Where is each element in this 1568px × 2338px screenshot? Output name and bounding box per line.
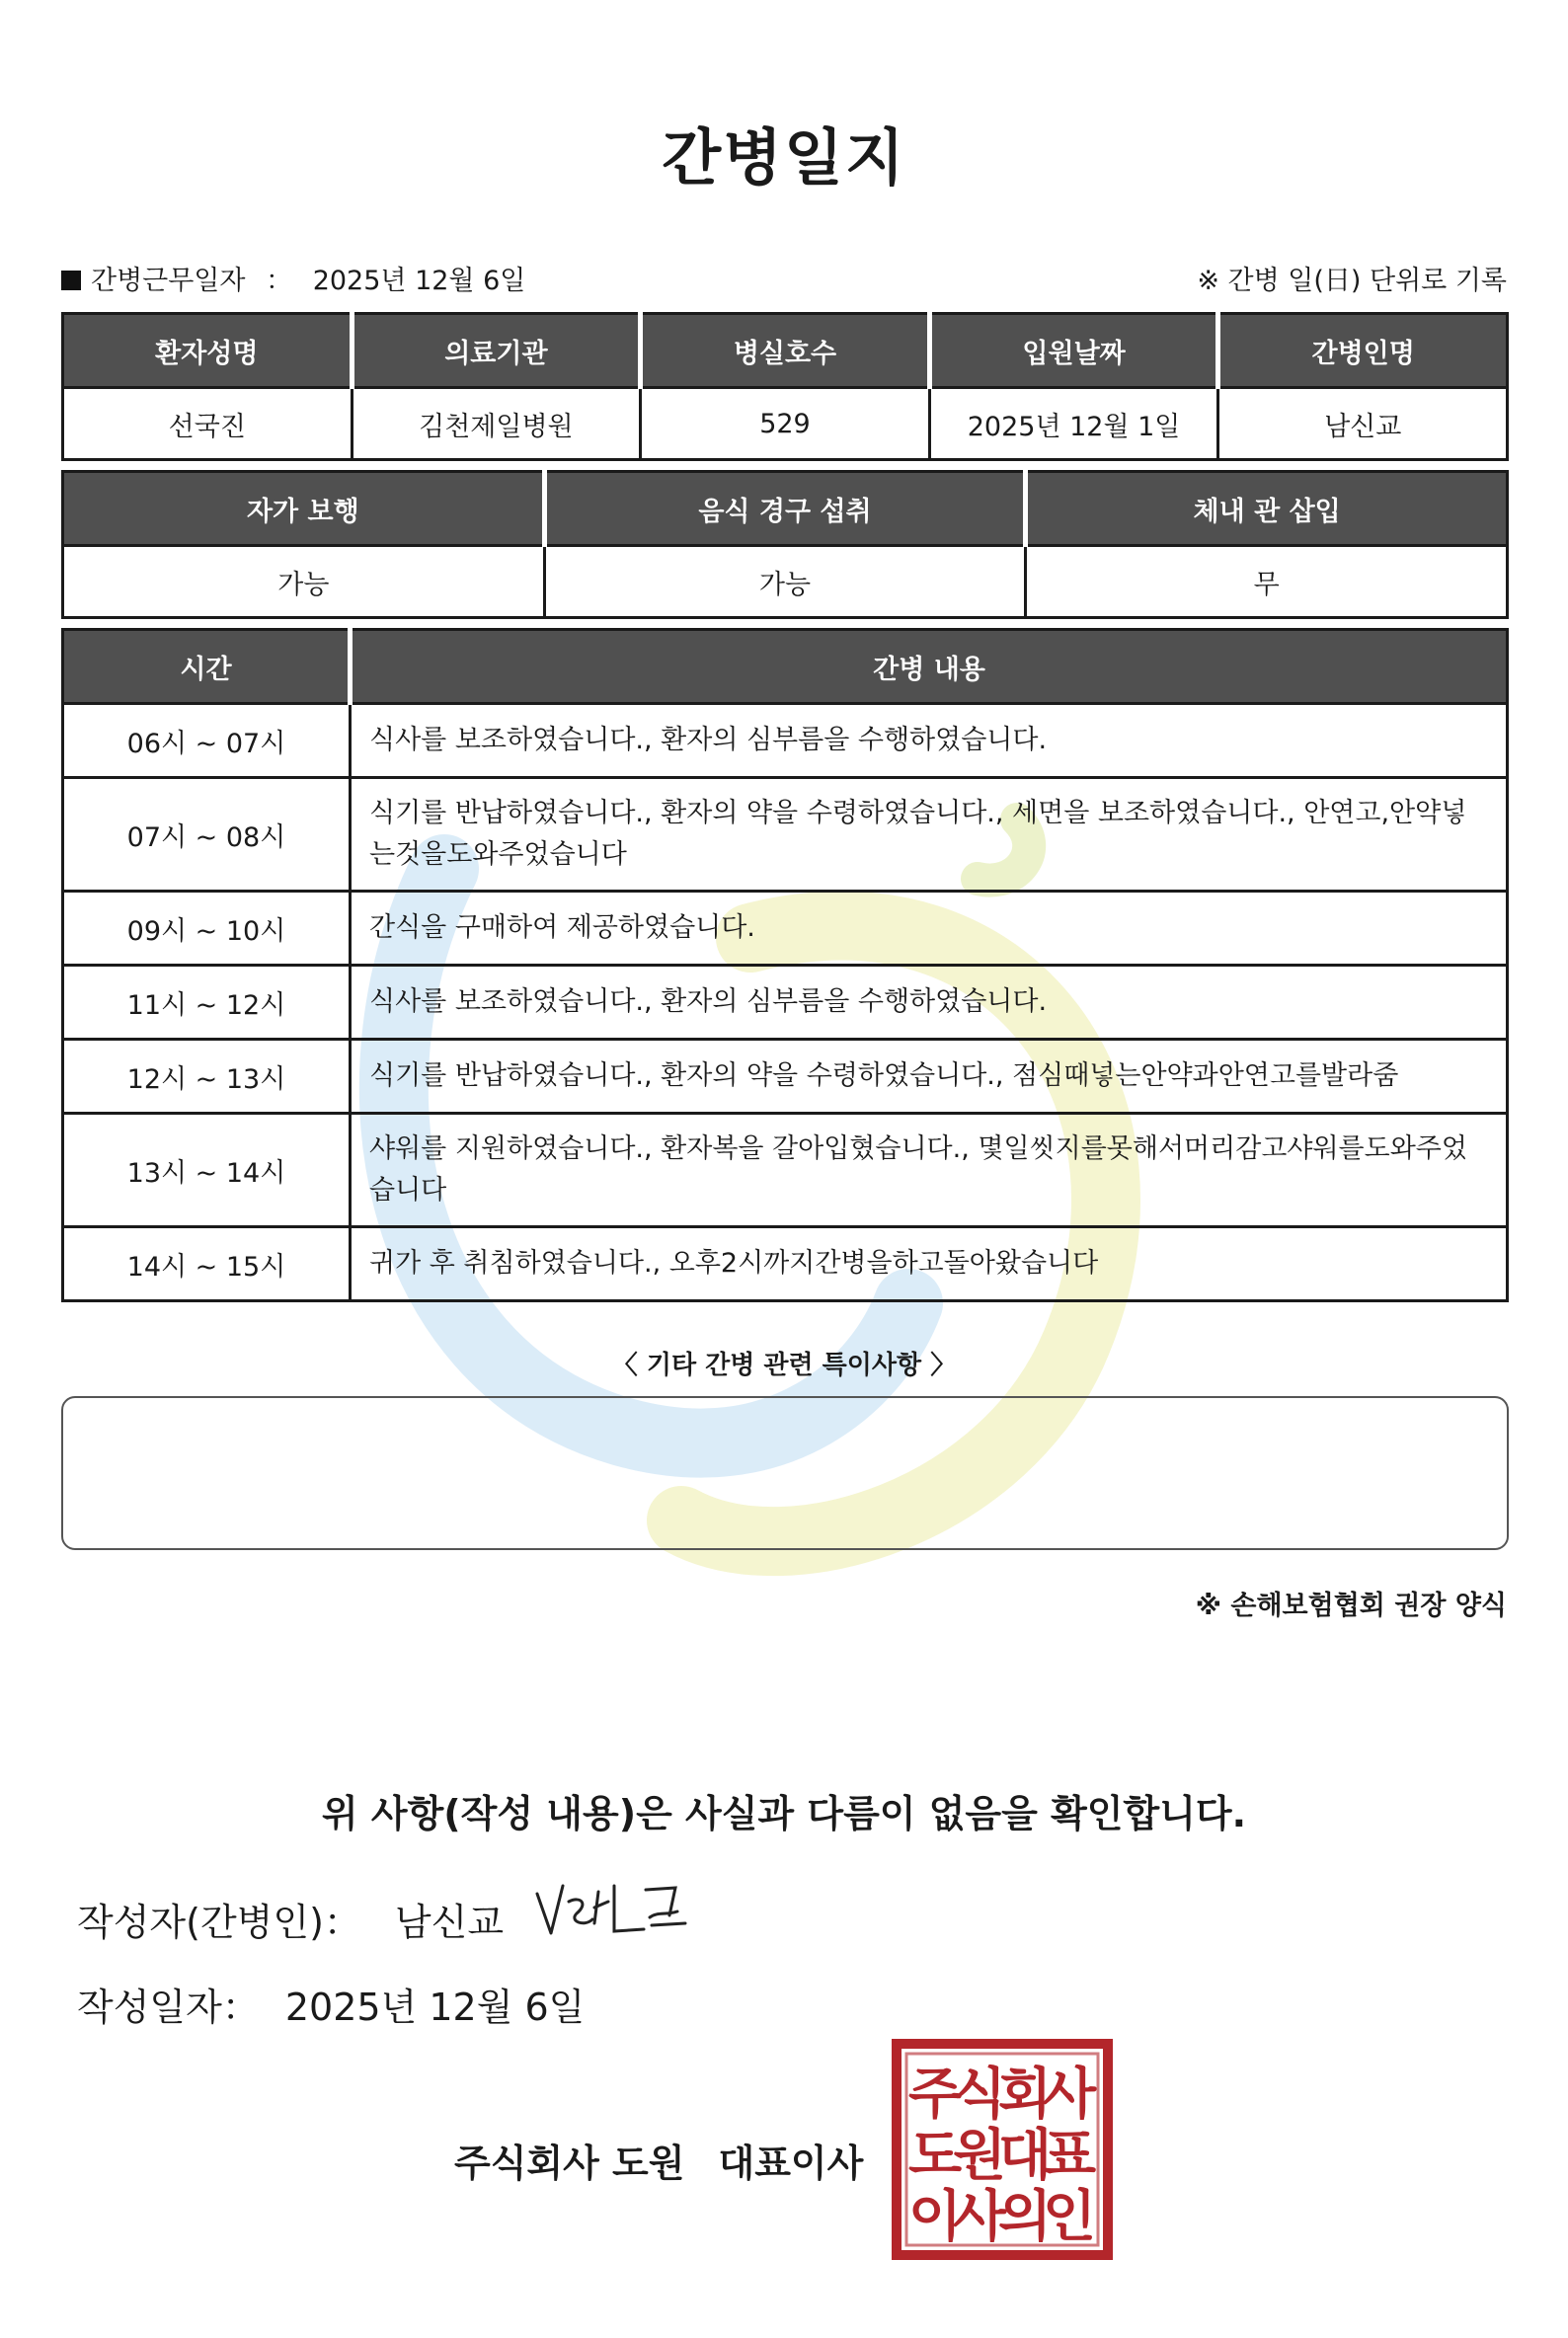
table-row bbox=[63, 778, 1508, 892]
log-content: 식사를 보조하였습니다., 환자의 심부름을 수행하였습니다. bbox=[351, 704, 1508, 778]
care-log-header-row bbox=[63, 630, 1508, 704]
write-date-label: 작성일자： bbox=[77, 1986, 260, 2029]
recommend-note: ※ 손해보험협회 권장 양식 bbox=[1195, 1591, 1507, 1621]
table-row bbox=[63, 892, 1508, 966]
writer-label: 작성자(간병인)： bbox=[77, 1901, 361, 1944]
representative-title: 대표이사 bbox=[718, 2142, 864, 2185]
header-time: 시간 bbox=[63, 630, 351, 704]
svg-text:대: 대 bbox=[997, 2124, 1053, 2188]
handwritten-signature bbox=[529, 1872, 697, 1951]
admission-date: 2025년 12월 1일 bbox=[929, 388, 1218, 460]
square-bullet-icon bbox=[61, 271, 81, 290]
record-note: ※ 간병 일(日) 단위로 기록 bbox=[1197, 266, 1507, 296]
svg-text:식: 식 bbox=[952, 2063, 1007, 2127]
log-content: 식기를 반납하였습니다., 환자의 약을 수령하였습니다., 세면을 보조하였습니다., 안연고,안약넣는것을도와주었습니다 bbox=[351, 778, 1508, 892]
svg-text:의: 의 bbox=[997, 2185, 1053, 2249]
patient-status-header-row bbox=[63, 472, 1508, 546]
svg-text:표: 표 bbox=[1042, 2124, 1097, 2188]
svg-text:인: 인 bbox=[1042, 2185, 1097, 2249]
log-time: 14시 ~ 15시 bbox=[63, 1227, 351, 1301]
patient-name: 선국진 bbox=[63, 388, 353, 460]
tube-insertion-value: 무 bbox=[1026, 546, 1508, 618]
patient-info-table bbox=[61, 312, 1509, 461]
caregiver-name: 남신교 bbox=[1218, 388, 1508, 460]
company-name: 주식회사 도원 bbox=[454, 2142, 685, 2185]
care-log-table bbox=[61, 628, 1509, 1302]
write-date-value: 2025년 12월 6일 bbox=[284, 1986, 586, 2029]
header-hospital: 의료기관 bbox=[352, 314, 641, 388]
log-content: 샤워를 지원하였습니다., 환자복을 갈아입혔습니다., 몇일씻지를못해서머리감고샤워를도와주었습니다 bbox=[351, 1114, 1508, 1227]
svg-text:도: 도 bbox=[907, 2124, 963, 2188]
svg-text:회: 회 bbox=[997, 2063, 1053, 2127]
write-date-line bbox=[77, 1977, 585, 2031]
header-self-walking: 자가 보행 bbox=[63, 472, 545, 546]
table-row bbox=[63, 1114, 1508, 1227]
log-time: 06시 ~ 07시 bbox=[63, 704, 351, 778]
svg-text:사: 사 bbox=[1042, 2063, 1097, 2127]
header-caregiver-name: 간병인명 bbox=[1218, 314, 1508, 388]
table-row bbox=[63, 1040, 1508, 1114]
table-row bbox=[63, 1227, 1508, 1301]
patient-status-table bbox=[61, 470, 1509, 619]
header-tube-insertion: 체내 관 삽입 bbox=[1026, 472, 1508, 546]
header-patient-name: 환자성명 bbox=[63, 314, 353, 388]
room-number: 529 bbox=[641, 388, 930, 460]
svg-text:주: 주 bbox=[907, 2063, 963, 2127]
svg-text:이: 이 bbox=[907, 2185, 963, 2249]
header-care-content: 간병 내용 bbox=[351, 630, 1508, 704]
work-date-separator: ： bbox=[266, 266, 293, 296]
work-date-line bbox=[61, 259, 525, 297]
log-time: 09시 ~ 10시 bbox=[63, 892, 351, 966]
log-time: 07시 ~ 08시 bbox=[63, 778, 351, 892]
log-content: 간식을 구매하여 제공하였습니다. bbox=[351, 892, 1508, 966]
log-content: 식기를 반납하였습니다., 환자의 약을 수령하였습니다., 점심때넣는안약과안연고를발라줌 bbox=[351, 1040, 1508, 1114]
header-admission-date: 입원날짜 bbox=[929, 314, 1218, 388]
writer-line bbox=[77, 1892, 504, 1946]
log-time: 12시 ~ 13시 bbox=[63, 1040, 351, 1114]
log-content: 식사를 보조하였습니다., 환자의 심부름을 수행하였습니다. bbox=[351, 966, 1508, 1040]
table-row bbox=[63, 704, 1508, 778]
confirm-statement: 위 사항(작성 내용)은 사실과 다름이 없음을 확인합니다. bbox=[321, 1792, 1247, 1835]
work-date-label: 간병근무일자 bbox=[91, 266, 246, 296]
self-walking-value: 가능 bbox=[63, 546, 545, 618]
oral-intake-value: 가능 bbox=[544, 546, 1026, 618]
special-notes-title: 〈 기타 간병 관련 특이사항 〉 bbox=[611, 1351, 957, 1380]
log-time: 11시 ~ 12시 bbox=[63, 966, 351, 1040]
patient-status-value-row bbox=[63, 546, 1508, 618]
writer-name: 남신교 bbox=[394, 1901, 505, 1944]
svg-text:원: 원 bbox=[952, 2124, 1007, 2188]
svg-text:사: 사 bbox=[952, 2185, 1007, 2249]
table-row bbox=[63, 966, 1508, 1040]
work-date-value: 2025년 12월 6일 bbox=[312, 266, 526, 296]
company-line bbox=[454, 2133, 863, 2187]
header-oral-intake: 음식 경구 섭취 bbox=[544, 472, 1026, 546]
log-content: 귀가 후 취침하였습니다., 오후2시까지간병을하고돌아왔습니다 bbox=[351, 1227, 1508, 1301]
hospital-name: 김천제일병원 bbox=[352, 388, 641, 460]
log-time: 13시 ~ 14시 bbox=[63, 1114, 351, 1227]
company-seal-stamp bbox=[891, 2038, 1114, 2261]
special-notes-text bbox=[63, 1398, 1507, 1434]
special-notes-box bbox=[61, 1396, 1509, 1550]
header-room-number: 병실호수 bbox=[641, 314, 930, 388]
patient-info-value-row bbox=[63, 388, 1508, 460]
page-title: 간병일지 bbox=[662, 121, 906, 194]
patient-info-header-row bbox=[63, 314, 1508, 388]
